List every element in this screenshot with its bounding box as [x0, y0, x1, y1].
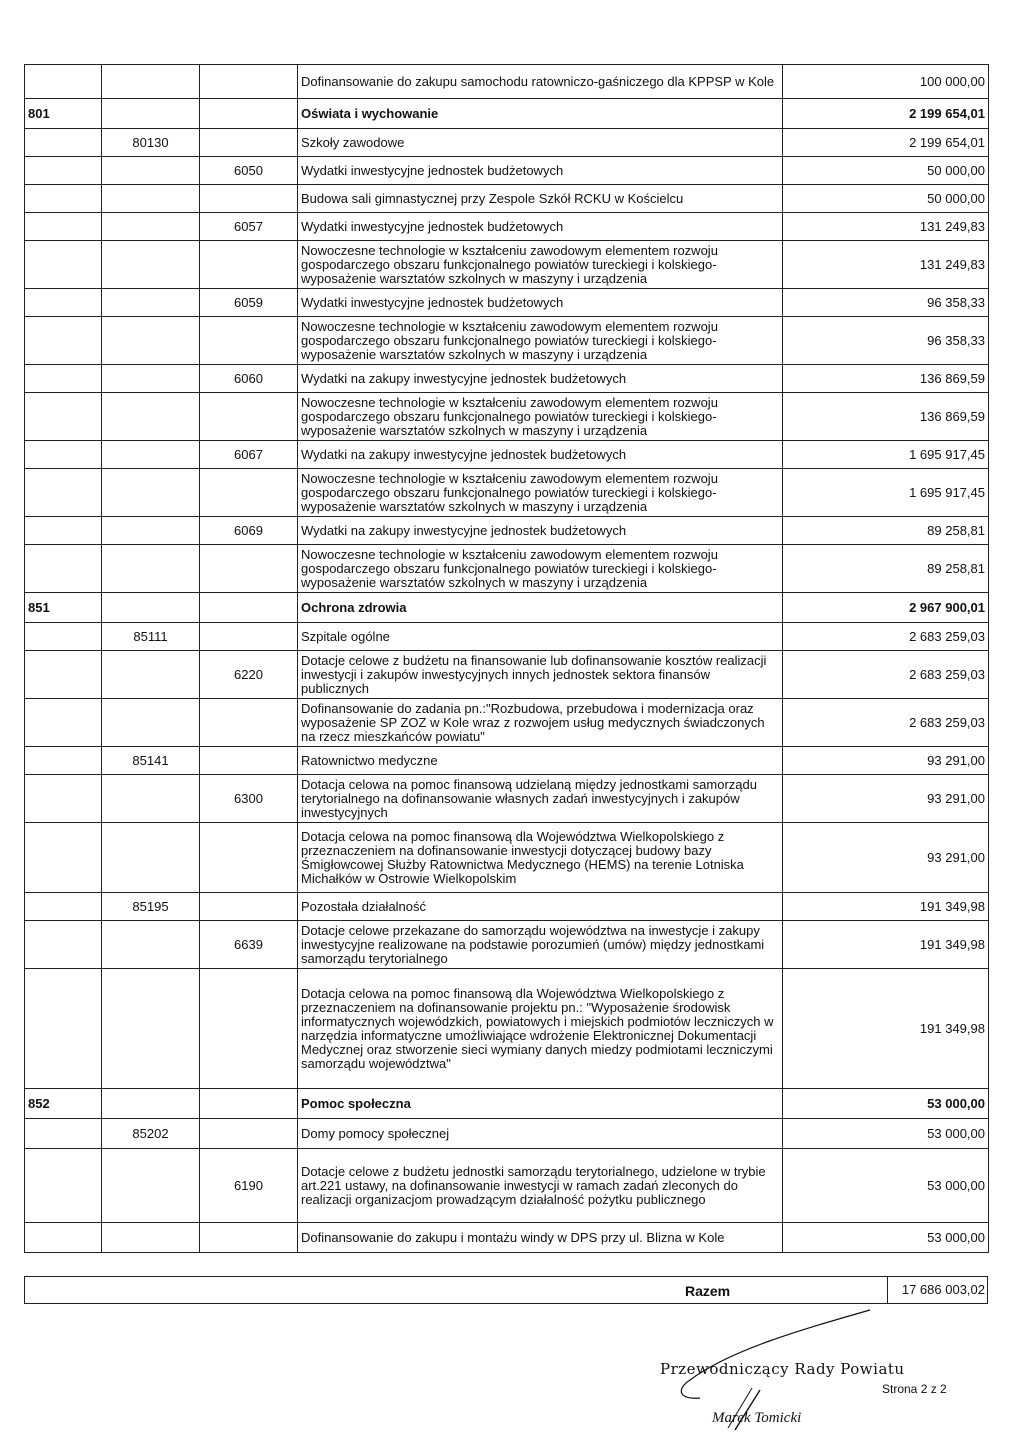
item-description: Nowoczesne technologie w kształceniu zawodowym elementem rozwoju gospodarczego obszaru funkcjonalnego powiatów tureckiegi i kolskiego-wyposażenie warsztatów szkolnych w maszyny i urządzenia [298, 317, 783, 365]
paragraph-code: 6639 [200, 921, 298, 969]
section-code [25, 365, 102, 393]
paragraph-code: 6190 [200, 1149, 298, 1223]
section-code [25, 129, 102, 157]
paragraph-code [200, 699, 298, 747]
table-row [25, 893, 989, 921]
table-row [25, 241, 989, 289]
section-code [25, 545, 102, 593]
item-description: Dotacje celowe z budżetu na finansowanie lub dofinansowanie kosztów realizacji inwestycji i zakupów inwestycyjnych innych jednostek sektora finansów publicznych [298, 651, 783, 699]
section-code [25, 1149, 102, 1223]
table-row [25, 185, 989, 213]
chapter-code [102, 823, 200, 893]
table-row [25, 921, 989, 969]
section-code [25, 289, 102, 317]
item-amount: 2 967 900,01 [783, 593, 989, 623]
section-code [25, 969, 102, 1089]
table-row [25, 823, 989, 893]
paragraph-code [200, 1119, 298, 1149]
chapter-code [102, 289, 200, 317]
chapter-code [102, 393, 200, 441]
total-label: Razem [685, 1283, 731, 1299]
table-row [25, 1119, 989, 1149]
item-amount: 131 249,83 [783, 241, 989, 289]
table-row [25, 393, 989, 441]
signature-title: Przewodniczący Rady Powiatu [660, 1360, 905, 1378]
table-row [25, 593, 989, 623]
item-amount: 89 258,81 [783, 517, 989, 545]
table-row [25, 469, 989, 517]
section-code: 851 [25, 593, 102, 623]
item-description: Pozostała działalność [298, 893, 783, 921]
chapter-code: 85195 [102, 893, 200, 921]
item-amount: 2 199 654,01 [783, 99, 989, 129]
section-code [25, 157, 102, 185]
chapter-code [102, 185, 200, 213]
item-amount: 136 869,59 [783, 393, 989, 441]
chapter-code [102, 365, 200, 393]
chapter-code [102, 593, 200, 623]
chapter-code: 85141 [102, 747, 200, 775]
item-description: Nowoczesne technologie w kształceniu zawodowym elementem rozwoju gospodarczego obszaru funkcjonalnego powiatów tureckiegi i kolskiego-wyposażenie warsztatów szkolnych w maszyny i urządzenia [298, 393, 783, 441]
chapter-code [102, 441, 200, 469]
item-amount: 2 199 654,01 [783, 129, 989, 157]
chapter-code [102, 921, 200, 969]
item-amount: 191 349,98 [783, 893, 989, 921]
item-amount: 1 695 917,45 [783, 469, 989, 517]
section-code: 801 [25, 99, 102, 129]
item-amount: 53 000,00 [783, 1223, 989, 1253]
table-row [25, 545, 989, 593]
chapter-code [102, 775, 200, 823]
paragraph-code [200, 545, 298, 593]
chapter-code: 80130 [102, 129, 200, 157]
paragraph-code [200, 1223, 298, 1253]
budget-table [24, 64, 989, 1253]
table-row [25, 969, 989, 1089]
section-code [25, 393, 102, 441]
section-code [25, 517, 102, 545]
chapter-code [102, 1149, 200, 1223]
paragraph-code [200, 393, 298, 441]
paragraph-code: 6069 [200, 517, 298, 545]
item-description: Ratownictwo medyczne [298, 747, 783, 775]
chapter-code [102, 241, 200, 289]
item-description: Dotacja celowa na pomoc finansową udzielaną między jednostkami samorządu terytorialnego na dofinansowanie własnych zadań inwestycyjnych i zakupów inwestycyjnych [298, 775, 783, 823]
item-description: Dofinansowanie do zadania pn.:"Rozbudowa, przebudowa i modernizacja oraz wyposażenie SP ZOZ w Kole wraz z rozwojem usług medycznych świadczonych na rzecz mieszkańców powiatu" [298, 699, 783, 747]
table-row [25, 623, 989, 651]
item-description: Wydatki na zakupy inwestycyjne jednostek budżetowych [298, 517, 783, 545]
paragraph-code: 6057 [200, 213, 298, 241]
chapter-code [102, 969, 200, 1089]
item-description: Wydatki inwestycyjne jednostek budżetowych [298, 289, 783, 317]
item-description: Dotacje celowe przekazane do samorządu województwa na inwestycje i zakupy inwestycyjne realizowane na podstawie porozumień (umów) między jednostkami samorządu terytorialnego [298, 921, 783, 969]
paragraph-code [200, 317, 298, 365]
item-amount: 93 291,00 [783, 823, 989, 893]
chapter-code [102, 651, 200, 699]
section-code [25, 1119, 102, 1149]
table-row [25, 747, 989, 775]
item-amount: 93 291,00 [783, 775, 989, 823]
paragraph-code [200, 593, 298, 623]
item-description: Wydatki inwestycyjne jednostek budżetowych [298, 157, 783, 185]
item-description: Oświata i wychowanie [298, 99, 783, 129]
item-description: Nowoczesne technologie w kształceniu zawodowym elementem rozwoju gospodarczego obszaru funkcjonalnego powiatów tureckiegi i kolskiego-wyposażenie warsztatów szkolnych w maszyny i urządzenia [298, 241, 783, 289]
table-row [25, 317, 989, 365]
table-row [25, 213, 989, 241]
item-description: Pomoc społeczna [298, 1089, 783, 1119]
section-code [25, 65, 102, 99]
section-code [25, 185, 102, 213]
paragraph-code: 6300 [200, 775, 298, 823]
chapter-code [102, 157, 200, 185]
chapter-code [102, 517, 200, 545]
chapter-code [102, 99, 200, 129]
total-value: 17 686 003,02 [901, 1282, 985, 1297]
chapter-code [102, 213, 200, 241]
item-amount: 2 683 259,03 [783, 651, 989, 699]
section-code [25, 921, 102, 969]
signature-name: Marek Tomicki [712, 1410, 802, 1426]
item-amount: 53 000,00 [783, 1149, 989, 1223]
item-amount: 136 869,59 [783, 365, 989, 393]
section-code [25, 317, 102, 365]
item-amount: 50 000,00 [783, 185, 989, 213]
item-amount: 96 358,33 [783, 289, 989, 317]
table-row [25, 65, 989, 99]
item-description: Wydatki inwestycyjne jednostek budżetowych [298, 213, 783, 241]
paragraph-code [200, 893, 298, 921]
item-description: Budowa sali gimnastycznej przy Zespole Szkół RCKU w Kościelcu [298, 185, 783, 213]
section-code [25, 241, 102, 289]
section-code [25, 747, 102, 775]
paragraph-code [200, 65, 298, 99]
item-description: Wydatki na zakupy inwestycyjne jednostek budżetowych [298, 441, 783, 469]
paragraph-code: 6050 [200, 157, 298, 185]
paragraph-code [200, 129, 298, 157]
chapter-code [102, 469, 200, 517]
table-row [25, 157, 989, 185]
chapter-code: 85202 [102, 1119, 200, 1149]
item-amount: 100 000,00 [783, 65, 989, 99]
paragraph-code [200, 469, 298, 517]
paragraph-code [200, 623, 298, 651]
item-description: Nowoczesne technologie w kształceniu zawodowym elementem rozwoju gospodarczego obszaru funkcjonalnego powiatów tureckiegi i kolskiego-wyposażenie warsztatów szkolnych w maszyny i urządzenia [298, 545, 783, 593]
item-description: Szkoły zawodowe [298, 129, 783, 157]
paragraph-code [200, 185, 298, 213]
section-code [25, 775, 102, 823]
item-amount: 50 000,00 [783, 157, 989, 185]
page-number: Strona 2 z 2 [882, 1382, 947, 1396]
table-row [25, 651, 989, 699]
paragraph-code: 6220 [200, 651, 298, 699]
item-amount: 96 358,33 [783, 317, 989, 365]
item-amount: 191 349,98 [783, 969, 989, 1089]
chapter-code [102, 1223, 200, 1253]
table-row [25, 365, 989, 393]
section-code [25, 441, 102, 469]
paragraph-code [200, 241, 298, 289]
item-amount: 1 695 917,45 [783, 441, 989, 469]
section-code [25, 893, 102, 921]
item-amount: 53 000,00 [783, 1119, 989, 1149]
table-row [25, 1223, 989, 1253]
section-code [25, 823, 102, 893]
table-row [25, 1089, 989, 1119]
section-code [25, 651, 102, 699]
paragraph-code: 6059 [200, 289, 298, 317]
chapter-code [102, 65, 200, 99]
paragraph-code [200, 747, 298, 775]
item-description: Ochrona zdrowia [298, 593, 783, 623]
item-description: Dofinansowanie do zakupu samochodu ratowniczo-gaśniczego dla KPPSP w Kole [298, 65, 783, 99]
item-amount: 2 683 259,03 [783, 699, 989, 747]
paragraph-code: 6060 [200, 365, 298, 393]
table-row [25, 129, 989, 157]
item-amount: 191 349,98 [783, 921, 989, 969]
item-description: Domy pomocy społecznej [298, 1119, 783, 1149]
table-row [25, 699, 989, 747]
section-code [25, 1223, 102, 1253]
table-row [25, 441, 989, 469]
item-description: Dotacje celowe z budżetu jednostki samorządu terytorialnego, udzielone w trybie art.221 ustawy, na dofinansowanie inwestycji w ramach zadań zleconych do realizacji organizacjom prowadzącym działalność pożytku publicznego [298, 1149, 783, 1223]
item-description: Szpitale ogólne [298, 623, 783, 651]
table-row [25, 99, 989, 129]
item-description: Dotacja celowa na pomoc finansową dla Województwa Wielkopolskiego z przeznaczeniem na dofinansowanie projektu pn.: "Wyposażenie środowisk informatycznych wojewódzkich, powiatowych i miejskich podmiotów leczniczych w narzędzia informatyczne umożliwiające wdrożenie Elektronicznej Dokumentacji Medycznej oraz stworzenie sieci wymiany danych miedzy podmiotami leczniczymi samorządu województwa" [298, 969, 783, 1089]
section-code [25, 623, 102, 651]
item-description: Nowoczesne technologie w kształceniu zawodowym elementem rozwoju gospodarczego obszaru funkcjonalnego powiatów tureckiegi i kolskiego-wyposażenie warsztatów szkolnych w maszyny i urządzenia [298, 469, 783, 517]
table-row [25, 517, 989, 545]
section-code [25, 213, 102, 241]
chapter-code: 85111 [102, 623, 200, 651]
paragraph-code [200, 969, 298, 1089]
item-amount: 53 000,00 [783, 1089, 989, 1119]
paragraph-code [200, 823, 298, 893]
table-row [25, 775, 989, 823]
table-row [25, 289, 989, 317]
chapter-code [102, 1089, 200, 1119]
item-description: Dotacja celowa na pomoc finansową dla Województwa Wielkopolskiego z przeznaczeniem na dofinansowanie inwestycji dotyczącej budowy bazy Śmigłowcowej Służby Ratownictwa Medycznego (HEMS) na terenie Lotniska Michałków w Ostrowie Wielkopolskim [298, 823, 783, 893]
section-code: 852 [25, 1089, 102, 1119]
item-amount: 89 258,81 [783, 545, 989, 593]
section-code [25, 469, 102, 517]
item-description: Dofinansowanie do zakupu i montażu windy w DPS przy ul. Blizna w Kole [298, 1223, 783, 1253]
table-row [25, 1149, 989, 1223]
item-description: Wydatki na zakupy inwestycyjne jednostek budżetowych [298, 365, 783, 393]
chapter-code [102, 317, 200, 365]
section-code [25, 699, 102, 747]
chapter-code [102, 699, 200, 747]
item-amount: 131 249,83 [783, 213, 989, 241]
item-amount: 2 683 259,03 [783, 623, 989, 651]
paragraph-code [200, 99, 298, 129]
item-amount: 93 291,00 [783, 747, 989, 775]
paragraph-code: 6067 [200, 441, 298, 469]
chapter-code [102, 545, 200, 593]
paragraph-code [200, 1089, 298, 1119]
